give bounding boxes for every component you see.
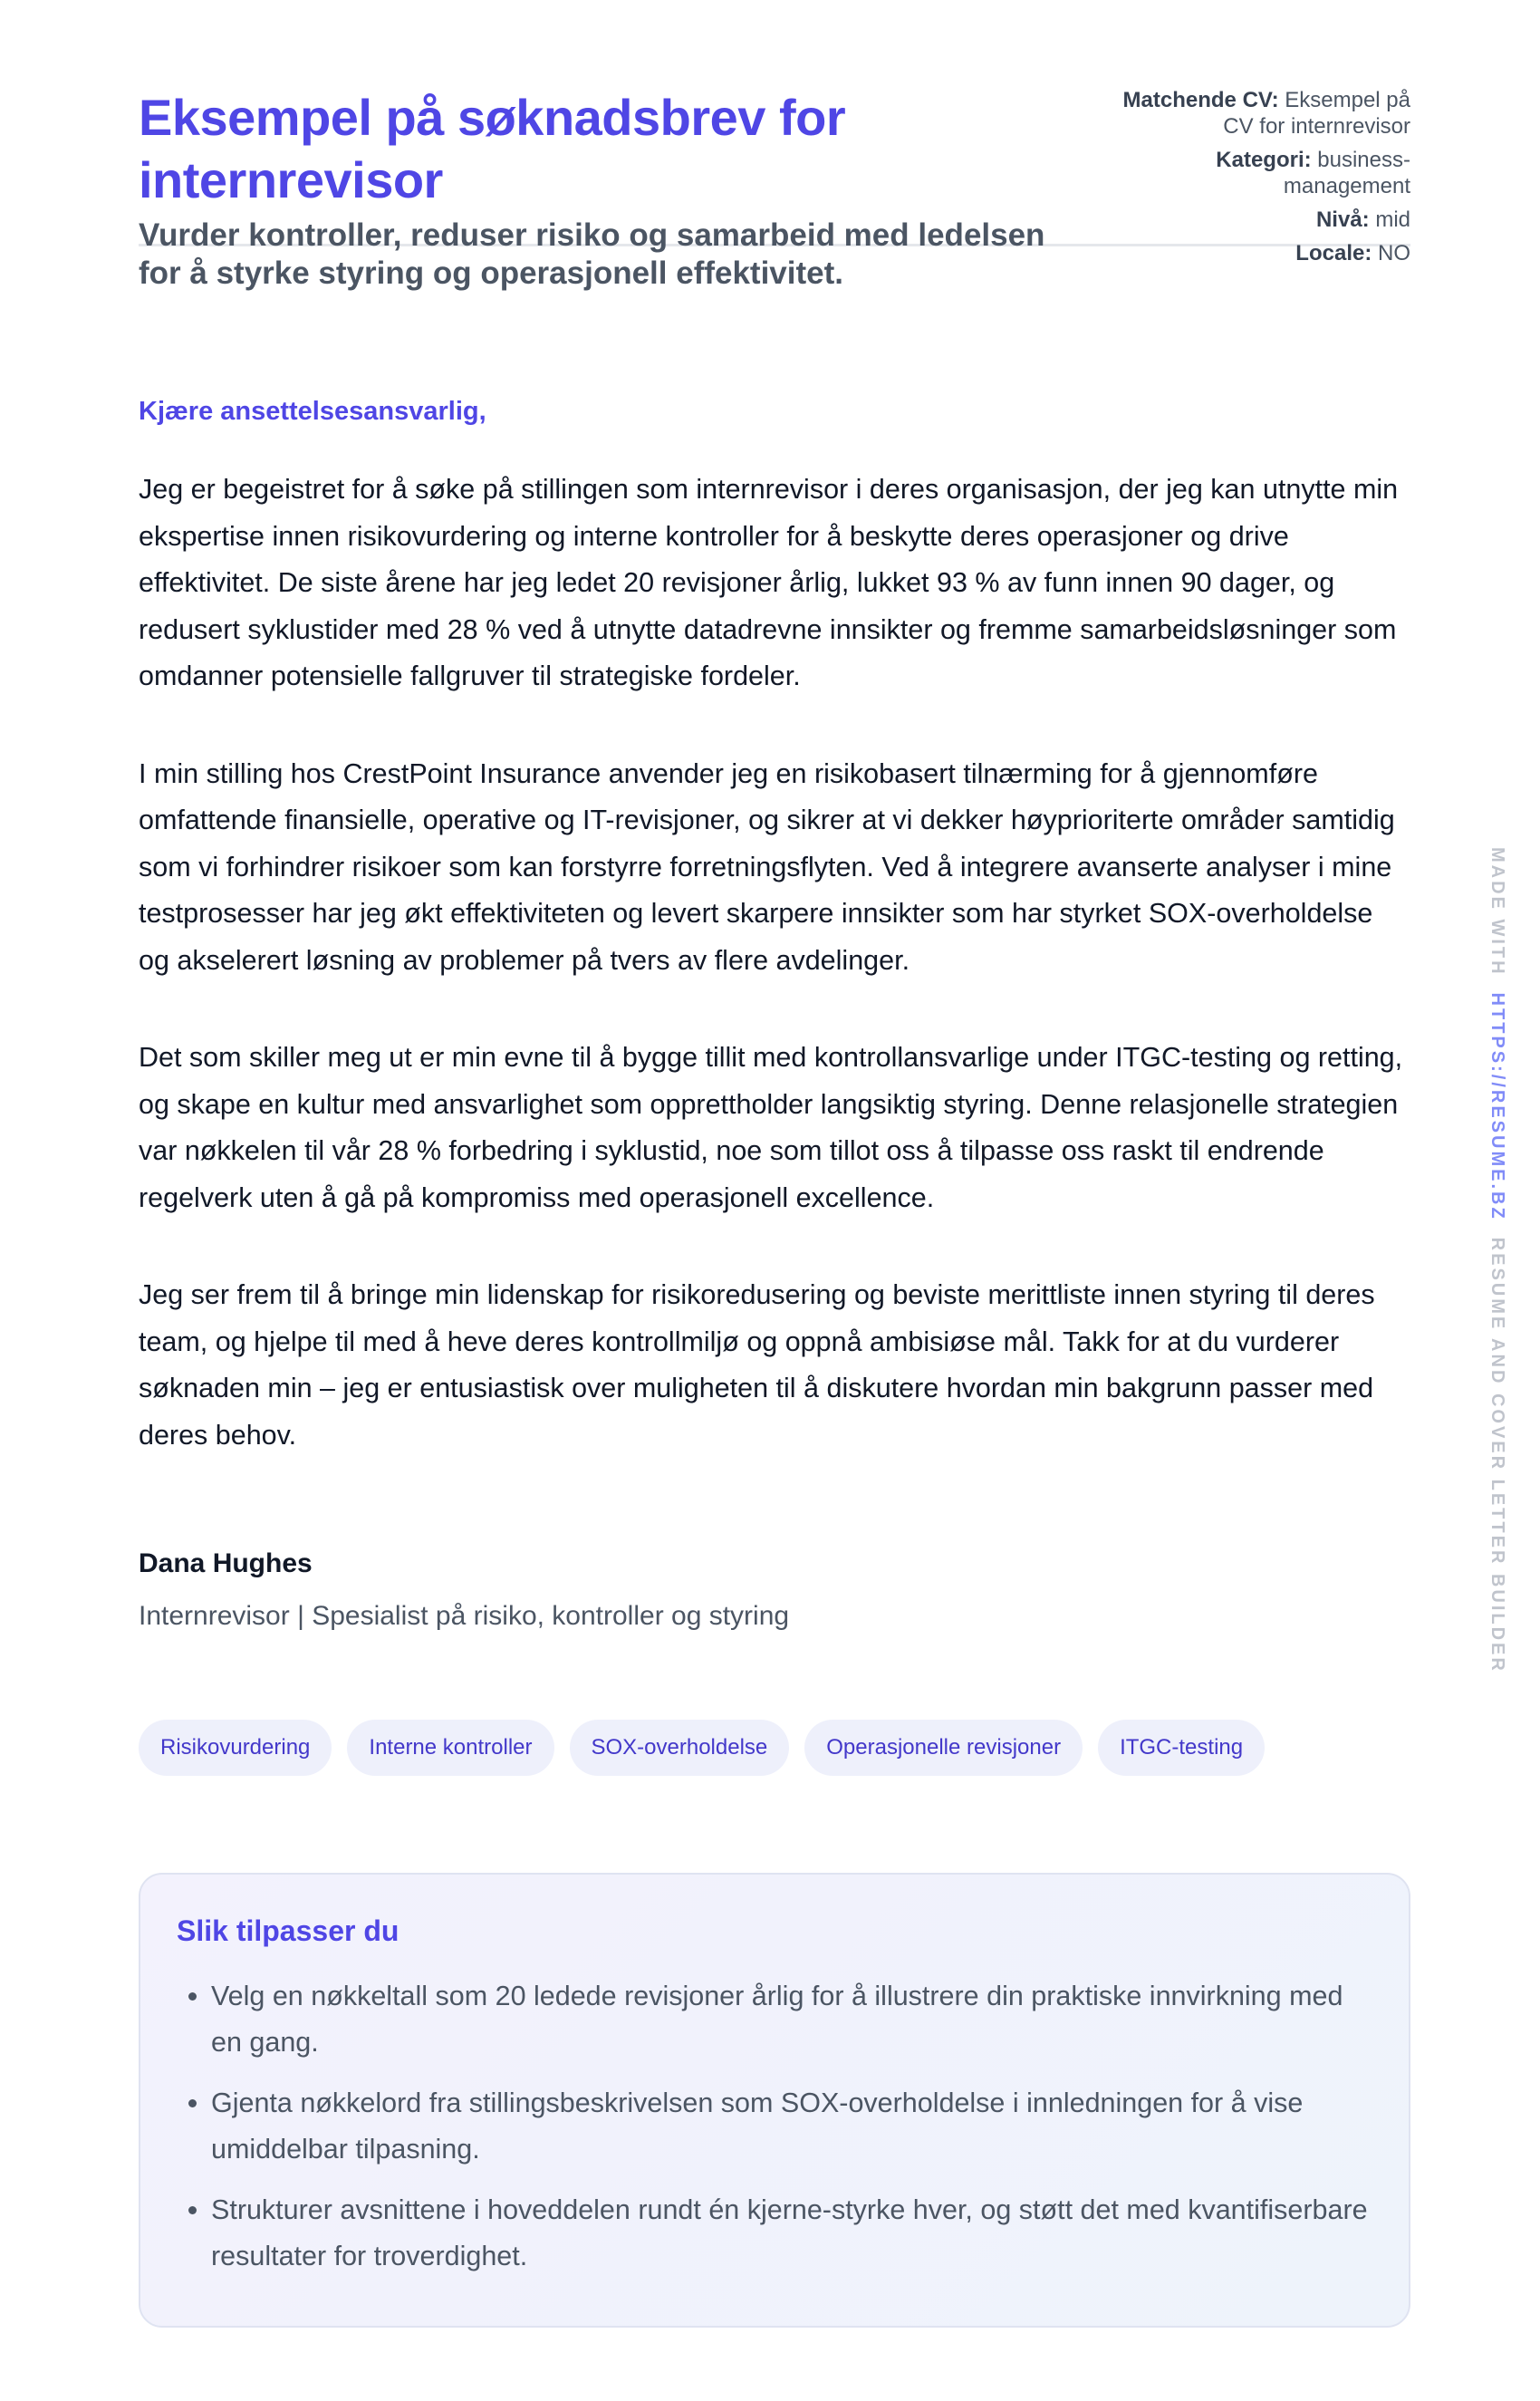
letter-paragraph: Jeg ser frem til å bringe min lidenskap for risikoredusering og beviste merittliste innen styring til deres team, og hjelpe til med å heve deres kontrollmiljø og oppnå ambisiøse mål. Takk for at du vurderer søknaden min – jeg er entusiastisk over muligheten til å diskutere hvordan min bakgrunn passer med deres behov. <box>139 1279 1375 1451</box>
meta-key: Locale: <box>1295 241 1372 265</box>
meta-value: NO <box>1378 241 1410 265</box>
signature-name: Dana Hughes <box>139 1548 313 1578</box>
meta-locale <box>1102 240 1410 266</box>
meta-value: business-management <box>1283 148 1410 198</box>
tips-box <box>139 1873 1410 2328</box>
letter-body <box>139 467 1410 1509</box>
meta-matching-cv <box>1102 87 1410 140</box>
letter-greeting: Kjære ansettelsesansvarlig, <box>139 397 486 426</box>
letter-paragraph: I min stilling hos CrestPoint Insurance anvender jeg en risikobasert tilnærming for å gjennomføre omfattende finansielle, operative og IT-revisjoner, og sikrer at vi dekker høyprioriterte områder samtidig som vi forhindrer risikoer som kan forstyrre forretningsflyten. Ved å integrere avanserte analyser i mine testprosesser har jeg økt effektiviteten og levert skarpere innsikter som har styrket SOX-overholdelse og akselerert løsning av problemer på tvers av flere avdelinger. <box>139 757 1395 976</box>
signature-role: Internrevisor | Spesialist på risiko, kontroller og styring <box>139 1601 790 1631</box>
side-watermark-text <box>1482 847 1513 1673</box>
tips-list <box>177 1973 1372 2280</box>
skill-tags <box>139 1720 1265 1776</box>
watermark-prefix: MADE WITH <box>1487 847 1507 977</box>
skill-tag: Interne kontroller <box>347 1720 553 1776</box>
meta-category <box>1102 147 1410 199</box>
tip-item: • Gjenta nøkkelord fra stillingsbeskrivelsen som SOX-overholdelse i innledningen for å vise umiddelbar tilpasning. <box>211 2080 1372 2173</box>
meta-value: mid <box>1375 207 1410 232</box>
meta-value: Eksempel på CV for internrevisor <box>1223 88 1410 139</box>
meta-key: Matchende CV: <box>1122 88 1279 112</box>
meta-key: Kategori: <box>1216 148 1312 172</box>
page-title: Eksempel på søknadsbrev for internrevisor <box>139 89 846 208</box>
tip-item: • Velg en nøkkeltall som 20 ledede revisjoner årlig for å illustrere din praktiske innvirkning med en gang. <box>211 1973 1372 2066</box>
side-watermark <box>1482 847 1513 1673</box>
meta-panel <box>1102 87 1410 274</box>
letter-paragraph: Jeg er begeistret for å søke på stillingen som internrevisor i deres organisasjon, der jeg kan utnytte min ekspertise innen risikovurdering og interne kontroller for å beskytte deres operasjoner og drive effektivitet. De siste årene har jeg ledet 20 revisjoner årlig, lukket 93 % av funn innen 90 dager, og redusert syklustider med 28 % ved å utnytte datadrevne innsikter og fremme samarbeidsløsninger som omdanner potensielle fallgruver til strategiske fordeler. <box>139 474 1399 691</box>
tip-item: • Strukturer avsnittene i hoveddelen rundt én kjerne-styrke hver, og støtt det med kvantifiserbare resultater for troverdighet. <box>211 2187 1372 2280</box>
page-subtitle: Vurder kontroller, reduser risiko og samarbeid med ledelsen for å styrke styring og operasjonell effektivitet. <box>139 217 1045 291</box>
skill-tag: SOX-overholdelse <box>570 1720 790 1776</box>
signature <box>139 1546 789 1634</box>
meta-level <box>1102 207 1410 233</box>
cover-letter-page <box>139 0 1410 2271</box>
skill-tag: Risikovurdering <box>139 1720 332 1776</box>
header <box>139 0 1410 291</box>
skill-tag: Operasjonelle revisjoner <box>804 1720 1083 1776</box>
skill-tag: ITGC-testing <box>1098 1720 1265 1776</box>
meta-key: Nivå: <box>1315 207 1370 232</box>
watermark-suffix: RESUME AND COVER LETTER BUILDER <box>1487 1237 1507 1673</box>
letter-paragraph: Det som skiller meg ut er min evne til å bygge tillit med kontrollansvarlige under ITGC-testing og retting, og skape en kultur med ansvarlighet som opprettholder langsiktig styring. Denne relasjonelle strategien var nøkkelen til vår 28 % forbedring i syklustid, noe som tillot oss å tilpasse oss raskt til endrende regelverk uten å gå på kompromiss med operasjonell excellence. <box>139 1042 1403 1213</box>
watermark-link[interactable]: HTTPS://RESUME.BZ <box>1487 992 1507 1221</box>
tips-title: Slik tilpasser du <box>177 1914 399 1947</box>
